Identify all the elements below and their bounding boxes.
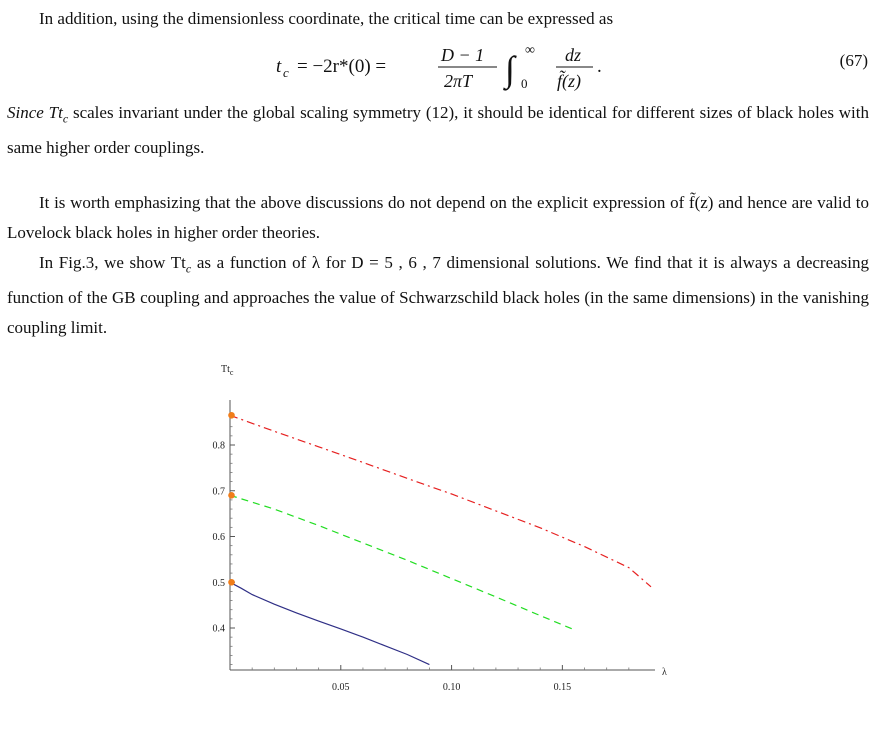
eq-frac-numerator: D − 1 — [441, 45, 485, 65]
eq-middle: = −2r*(0) = — [297, 56, 387, 77]
x-tick-label: 0.10 — [442, 682, 461, 693]
y-tick-label: 0.4 — [212, 623, 225, 635]
p4-sub: c — [185, 261, 192, 276]
p2-rest: scales invariant under the global scaling symmetry (12), it should be identical for different sizes of black holes with same higher order couplings. — [7, 103, 870, 158]
series-line-1 — [230, 582, 429, 664]
series-line-2 — [230, 495, 573, 629]
chart-axes — [230, 400, 655, 670]
endpoint-marker-1 — [228, 579, 235, 586]
equation-number: (67) — [839, 51, 868, 70]
eq-lhs: t — [276, 56, 282, 77]
y-axis-label: $Tt_c$ — [221, 364, 234, 377]
endpoint-marker-2 — [228, 492, 235, 499]
y-tick-label: 0.5 — [212, 577, 225, 589]
p4-rest: as a function of λ for D = 5 , 6 , 7 dimensional solutions. We find that it is always a decreasing function of the GB coupling and approaches the value of Schwarzschild black holes (in the same dimensions) in the vanishing coupling limit. — [7, 253, 869, 338]
x-tick-label: 0.15 — [553, 682, 572, 693]
eq-int-upper: ∞ — [525, 43, 535, 58]
integral-sign-icon: ∫ — [505, 49, 515, 89]
series-line-3 — [230, 415, 651, 587]
p2-lead: Since Tt — [7, 103, 63, 122]
y-tick-label: 0.7 — [212, 486, 225, 498]
eq-int-lower: 0 — [521, 76, 528, 91]
y-tick-label: 0.6 — [212, 532, 225, 543]
paragraph-lovelock-text: It is worth emphasizing that the above discussions do not depend on the explicit expression of f̃(z) and hence are valid to Lovelock black holes in higher order theories. — [7, 193, 869, 242]
eq-int-denominator: f̃(z) — [557, 71, 581, 91]
endpoint-marker-3 — [228, 412, 235, 419]
eq-lhs-sub: c — [283, 65, 289, 80]
eq-frac-denominator: 2πT — [444, 71, 473, 91]
p4-lead: In Fig.3, we show Tt — [39, 253, 186, 272]
x-axis-label: λ — [662, 667, 667, 678]
eq-int-numerator: dz — [565, 45, 582, 65]
chart-labels — [213, 364, 668, 693]
eq-period: . — [597, 56, 602, 77]
chart-series — [228, 412, 651, 665]
p2-sub: c — [62, 111, 69, 126]
paragraph-intro-text: In addition, using the dimensionless coordinate, the critical time can be expressed as — [39, 9, 614, 28]
x-tick-label: 0.05 — [332, 682, 350, 693]
y-tick-label: 0.8 — [212, 440, 225, 452]
